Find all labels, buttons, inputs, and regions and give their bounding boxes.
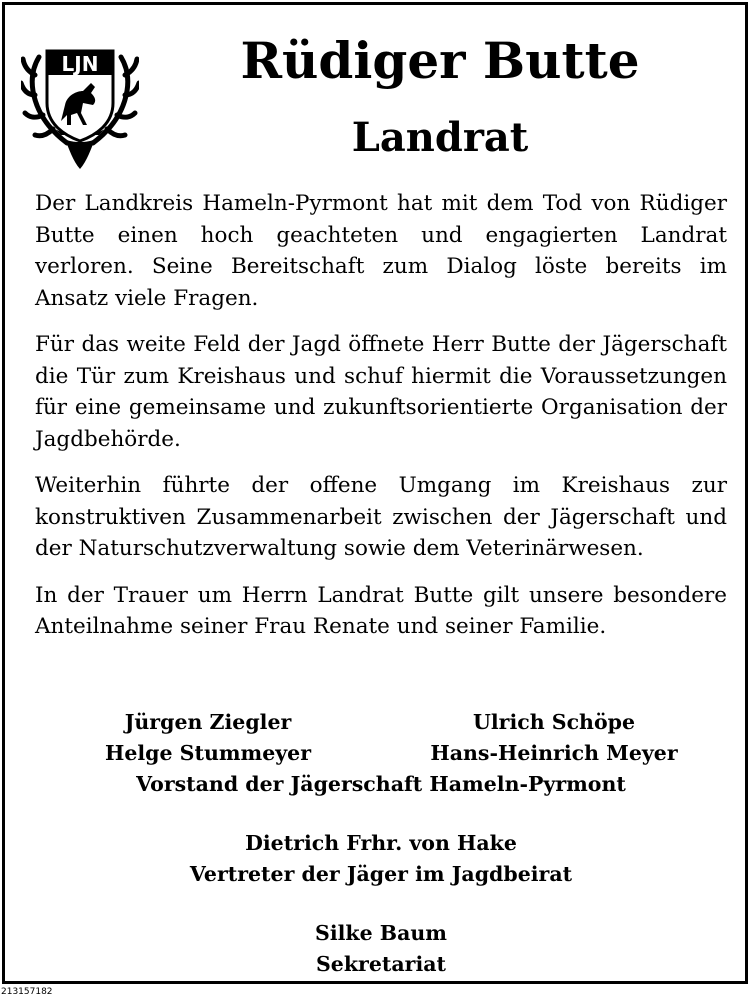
signatory-name: Helge Stummeyer (104, 741, 312, 765)
signatory-name: Dietrich Frhr. von Hake (245, 831, 517, 855)
signature-row (35, 738, 727, 769)
deceased-name: Rüdiger Butte (240, 31, 640, 90)
signature-row (35, 707, 727, 738)
obituary-text (35, 188, 727, 658)
signatory-name: Hans-Heinrich Meyer (430, 741, 678, 765)
ad-code: 213157182 (1, 987, 53, 997)
hunting-association-crest-icon (21, 31, 139, 171)
paragraph: In der Trauer um Herrn Landrat Butte gilt unsere besondere Anteilnahme seiner Frau Renate und seiner Familie. (35, 582, 727, 639)
paragraph: Weiterhin führte der offene Umgang im Kreishaus zur konstruktiven Zusammenarbeit zwischen der Jägerschaft und der Naturschutzverwaltung sowie dem Veterinärwesen. (35, 473, 727, 561)
deceased-title: Landrat (351, 114, 529, 161)
signatory-name: Jürgen Ziegler (124, 710, 292, 734)
signatory-caption: Sekretariat (316, 952, 446, 976)
paragraph: Für das weite Feld der Jagd öffnete Herr Butte der Jägerschaft die Tür zum Kreishaus und schuf hiermit die Voraussetzungen für eine gemeinsame und zukunftsorientierte Organisation der Jagdbehörde. (35, 332, 727, 452)
signatory-caption: Vertreter der Jäger im Jagdbeirat (189, 862, 573, 886)
signatures (35, 707, 727, 980)
board-caption: Vorstand der Jägerschaft Hameln-Pyrmont (136, 772, 626, 796)
obituary-notice (2, 2, 748, 984)
signatory-name: Ulrich Schöpe (472, 710, 636, 734)
crest-letters: LJN (61, 52, 99, 76)
signatory-name: Silke Baum (315, 921, 447, 945)
paragraph: Der Landkreis Hameln-Pyrmont hat mit dem Tod von Rüdiger Butte einen hoch geachteten und engagierten Landrat verloren. Seine Bereitschaft zum Dialog löste bereits im Ansatz viele Fragen. (35, 191, 727, 311)
